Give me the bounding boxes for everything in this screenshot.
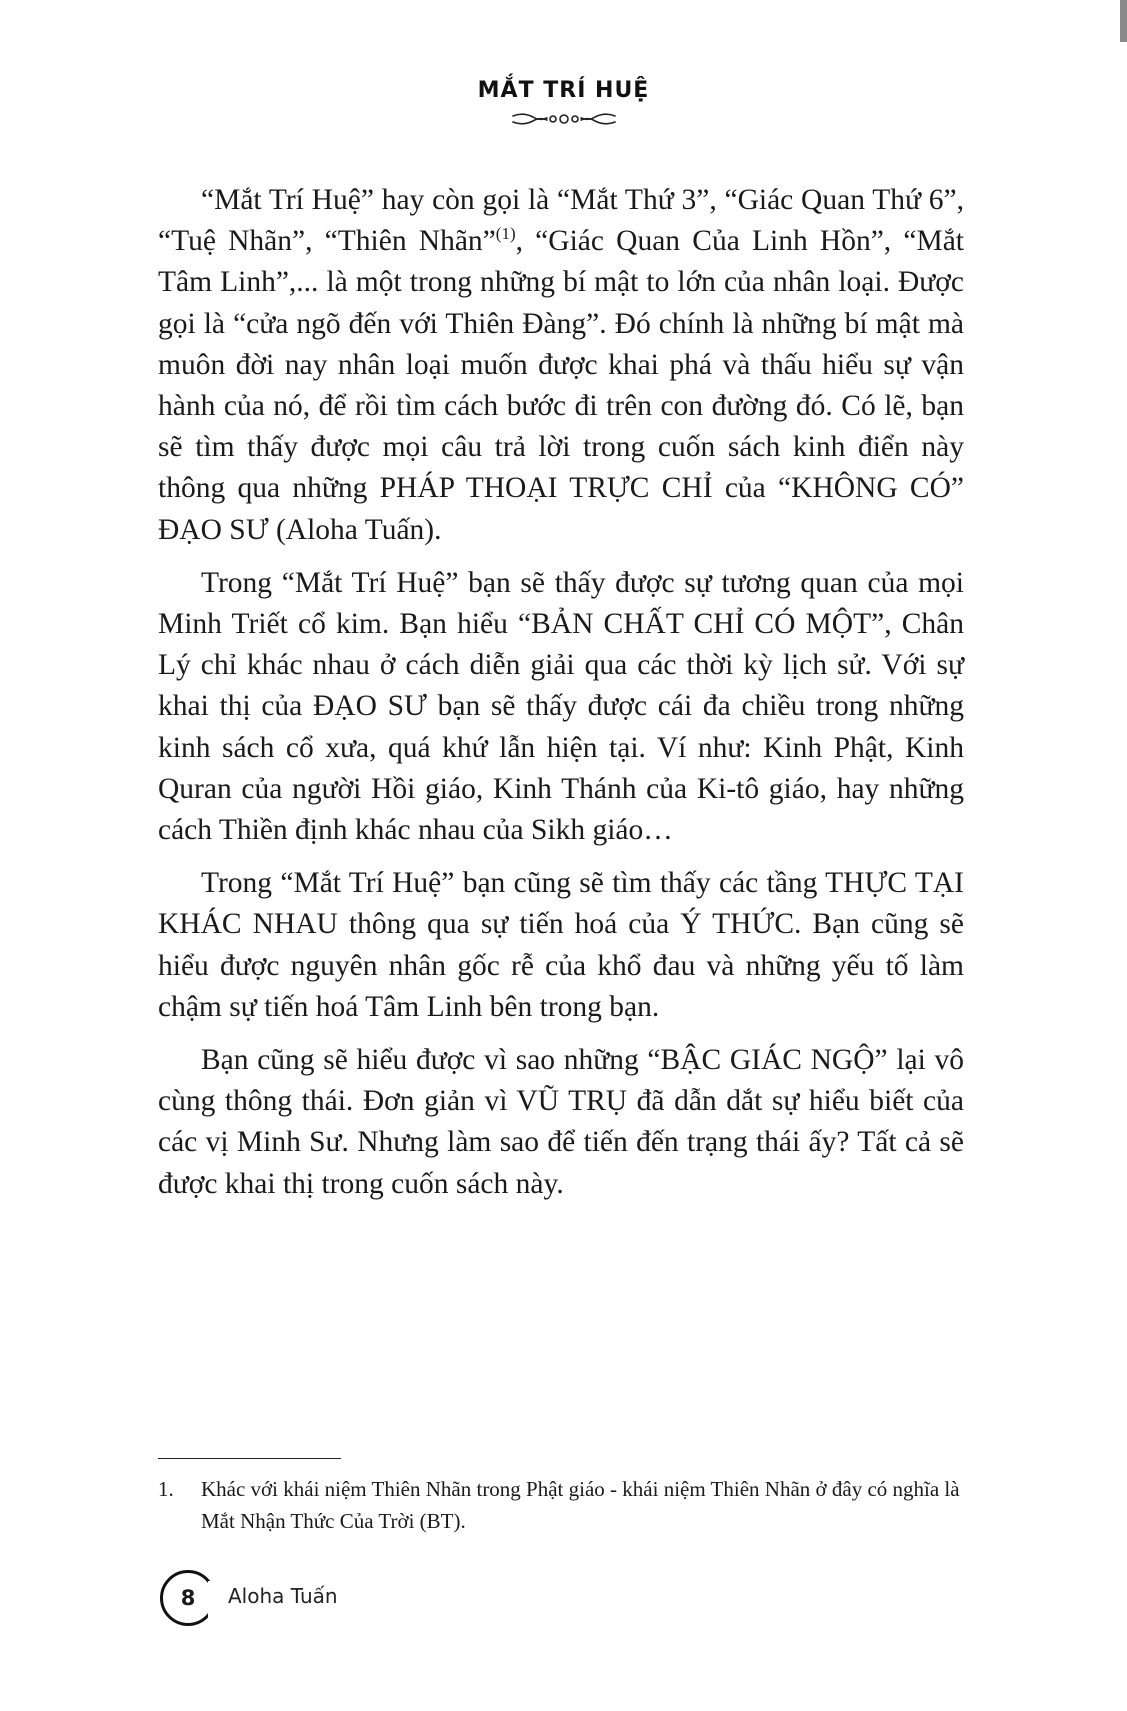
footnote-reference: (1) <box>495 224 516 244</box>
running-header <box>0 78 1127 127</box>
paragraph-1-part-a: “Mắt Trí Huệ” hay còn gọi là “Mắt Thứ 3”, “Giác Quan Thứ 6”, “Tuệ Nhãn”, “Thiên Nhãn” <box>158 184 964 258</box>
footnote-number: 1. <box>158 1477 174 1501</box>
paragraph-1-part-b: , “Giác Quan Của Linh Hồn”, “Mắt Tâm Linh”,... là một trong những bí mật to lớn của nhân loại. Được gọi là “cửa ngõ đến với Thiên Đàng”. Đó chính là những bí mật mà muôn đời nay nhân loại muốn được khai phá và thấu hiểu sự vận hành của nó, để rồi tìm cách bước đi trên con đường đó. Có lẽ, bạn sẽ tìm thấy được mọi câu trả lời trong cuốn sách kinh điển này thông qua những PHÁP THOẠI TRỰC CHỈ của “KHÔNG CÓ” ĐẠO SƯ (Aloha Tuấn). <box>158 225 964 546</box>
paragraph-4: Bạn cũng sẽ hiểu được vì sao những “BẬC GIÁC NGỘ” lại vô cùng thông thái. Đơn giản vì VŨ TRỤ đã dẫn dắt sự hiểu biết của các vị Minh Sư. Nhưng làm sao để tiến đến trạng thái ấy? Tất cả sẽ được khai thị trong cuốn sách này. <box>158 1044 964 1200</box>
paragraph-3: Trong “Mắt Trí Huệ” bạn cũng sẽ tìm thấy các tầng THỰC TẠI KHÁC NHAU thông qua sự tiến hoá của Ý THỨC. Bạn cũng sẽ hiểu được nguyên nhân gốc rễ của khổ đau và những yếu tố làm chậm sự tiến hoá Tâm Linh bên trong bạn. <box>158 867 964 1023</box>
page-number: 8 <box>180 1586 196 1610</box>
main-text <box>158 180 964 1217</box>
running-footer-author: Aloha Tuấn <box>228 1584 338 1608</box>
footnote <box>158 1473 964 1537</box>
ornament-divider-icon <box>509 111 619 127</box>
page-number-badge <box>160 1570 216 1626</box>
paragraph-2: Trong “Mắt Trí Huệ” bạn sẽ thấy được sự tương quan của mọi Minh Triết cổ kim. Bạn hiểu “BẢN CHẤT CHỈ CÓ MỘT”, Chân Lý chỉ khác nhau ở cách diễn giải qua các thời kỳ lịch sử. Với sự khai thị của ĐẠO SƯ bạn sẽ thấy được cái đa chiều trong những kinh sách cổ xưa, quá khứ lẫn hiện tại. Ví như: Kinh Phật, Kinh Quran của người Hồi giáo, Kinh Thánh của Ki-tô giáo, hay những cách Thiền định khác nhau của Sikh giáo… <box>158 566 964 847</box>
page-edge-mark <box>1120 0 1127 42</box>
footnote-rule <box>158 1458 341 1459</box>
paragraph-1 <box>158 180 964 551</box>
chapter-title: MẮT TRÍ HUỆ <box>477 78 650 103</box>
footnote-text: Khác với khái niệm Thiên Nhãn trong Phật giáo - khái niệm Thiên Nhãn ở đây có nghĩa là Mắt Nhận Thức Của Trời (BT). <box>201 1477 960 1533</box>
